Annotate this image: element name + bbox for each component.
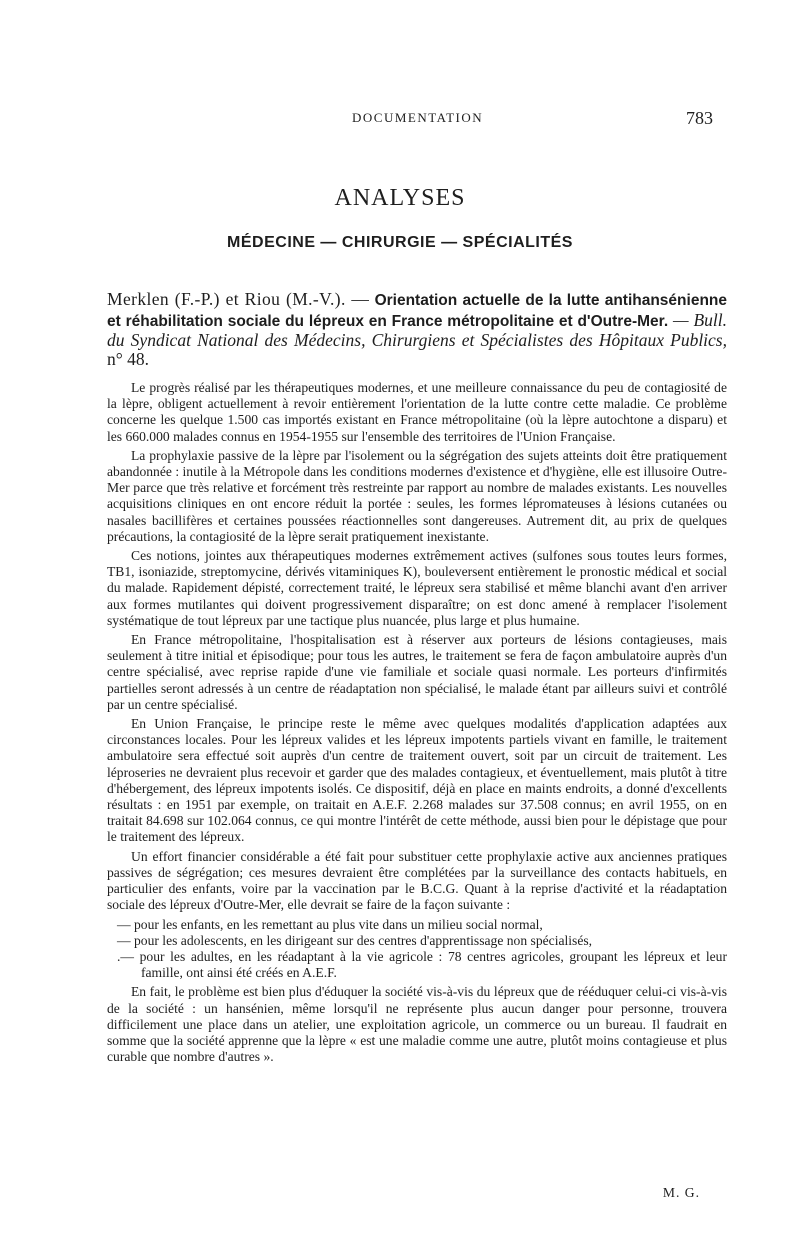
citation-source: — Bull. du Syndicat National des Médecins, Chirurgiens et Spécialistes des Hôpitaux Publics, xyxy=(107,309,727,350)
running-title: DOCUMENTATION xyxy=(352,110,484,125)
page-number: 783 xyxy=(686,108,713,128)
list-item: .— pour les adultes, en les réadaptant à la vie agricole : 78 centres agricoles, groupant les lépreux et leur famille, ont ainsi été créés en A.E.F. xyxy=(117,948,727,981)
section-title: ANALYSES xyxy=(334,185,466,211)
measures-list xyxy=(107,917,727,982)
running-head xyxy=(0,110,800,132)
paragraph: En Union Française, le principe reste le même avec quelques modalités d'application adaptées aux circonstances locales. Pour les lépreux valides et les lépreux impotents partiels vivant en famille, le traitement ambulatoire sera effectué soit auprès d'un centre de traitement ouvert, soit par un circuit de traitement. Les léproseries ne devraient plus recevoir et garder que des malades contagieux, et éventuellement, mais plutôt à titre d'hébergement, des lépreux impotents isolés. Ce dispositif, déjà en place en maints endroits, a donné d'excellents résultats : en 1951 par exemple, on traitait en A.E.F. 2.268 malades sur 37.508 connus; en avril 1955, on en traitait 84.698 sur 102.064 connus, ce qui montre l'intérêt de cette méthode, aussi bien pour le dépistage que pour le traitement des lépreux. xyxy=(107,716,727,845)
paragraph: Le progrès réalisé par les thérapeutiques modernes, et une meilleure connaissance du peu de contagiosité de la lèpre, obligent actuellement à revoir entièrement l'orientation de la lutte contre cette maladie. Ce problème concerne les quelque 1.500 cas importés existant en France métropolitaine (où la lèpre autochtone a disparu) et les 660.000 malades connus en 1954-1955 sur l'ensemble des territoires de l'Union Française. xyxy=(107,380,727,444)
paragraph: En France métropolitaine, l'hospitalisation est à réserver aux porteurs de lésions contagieuses, mais seulement à titre initial et épisodique; pour tous les autres, le traitement se fera de façon ambulatoire auprès d'un centre spécialisé, avec reprise rapide d'une vie familiale et sociale quasi normale. Les porteurs d'infirmités partielles seront adressés à un centre de réadaptation non spécialisé, le malade étant par ailleurs suivi et contrôlé par un centre spécialisé. xyxy=(107,632,727,712)
citation-authors: Merklen (F.-P.) et Riou (M.-V.). — xyxy=(107,289,370,309)
article-body xyxy=(107,380,727,1068)
citation xyxy=(107,290,727,368)
paragraph: Ces notions, jointes aux thérapeutiques modernes extrêmement actives (sulfones sous toutes leurs formes, TB1, isoniazide, streptomycine, dérivés vitaminiques K), bouleversent entièrement le pronostic médical et social du malade. Rapidement dépisté, correctement traité, le lépreux sera stabilisé et même blanchi avant d'en arriver aux formes mutilantes qui doivent progressivement disparaître; on est donc amené à remplacer l'isolement systématique de tout lépreux par une tactique plus nuancée, plus large et plus humaine. xyxy=(107,548,727,628)
section-subtitle: MÉDECINE — CHIRURGIE — SPÉCIALITÉS xyxy=(227,234,573,251)
reviewer-signature: M. G. xyxy=(662,1185,700,1200)
paragraph: Un effort financier considérable a été fait pour substituer cette prophylaxie active aux anciennes pratiques passives de ségrégation; ces mesures devraient être complétées par la surveillance des contacts habituels, en particulier des enfants, voire par la vaccination par le B.C.G. Quant à la reprise d'activité et la réadaptation sociale des lépreux d'Outre-Mer, elle devrait se faire de la façon suivante : xyxy=(107,848,727,913)
list-item: — pour les adolescents, en les dirigeant sur des centres d'apprentissage non spécialisés, xyxy=(117,932,593,948)
paragraph: La prophylaxie passive de la lèpre par l'isolement ou la ségrégation des sujets atteints doit être pratiquement abandonnée : inutile à la Métropole dans les conditions modernes d'existence et d'hygiène, elle est illusoire Outre-Mer parce que très relative et forcément très restreinte par rapport au nombre de malades existants. Les nouvelles acquisitions cliniques en ont encore réduit la portée : seules, les formes lépromateuses à lésions cutanées ou nasales bacillifères et certaines poussées réactionnelles sont dangereuses. Autrement dit, au prix de quelques précautions, la contagiosité de la lèpre serait pratiquement inexistante. xyxy=(107,447,727,544)
citation-title: Orientation actuelle de la lutte antihansénienne et réhabilitation sociale du lépreux en France métropolitaine et d'Outre-Mer. xyxy=(107,292,728,330)
citation-issue: n° 48. xyxy=(107,348,149,369)
list-item: — pour les enfants, en les remettant au plus vite dans un milieu social normal, xyxy=(117,916,543,932)
conclusion-paragraph: En fait, le problème est bien plus d'éduquer la société vis-à-vis du lépreux que de rééduquer celui-ci vis-à-vis de la société : un hansénien, même lorsqu'il ne représente plus aucun danger pour personne, trouvera difficilement une place dans un atelier, une exploitation agricole, un commerce ou un bureau. Il faudrait en somme que la société apprenne que la lèpre « est une maladie comme une autre, plutôt moins contagieuse et plus curable que nombre d'autres ». xyxy=(107,984,727,1065)
